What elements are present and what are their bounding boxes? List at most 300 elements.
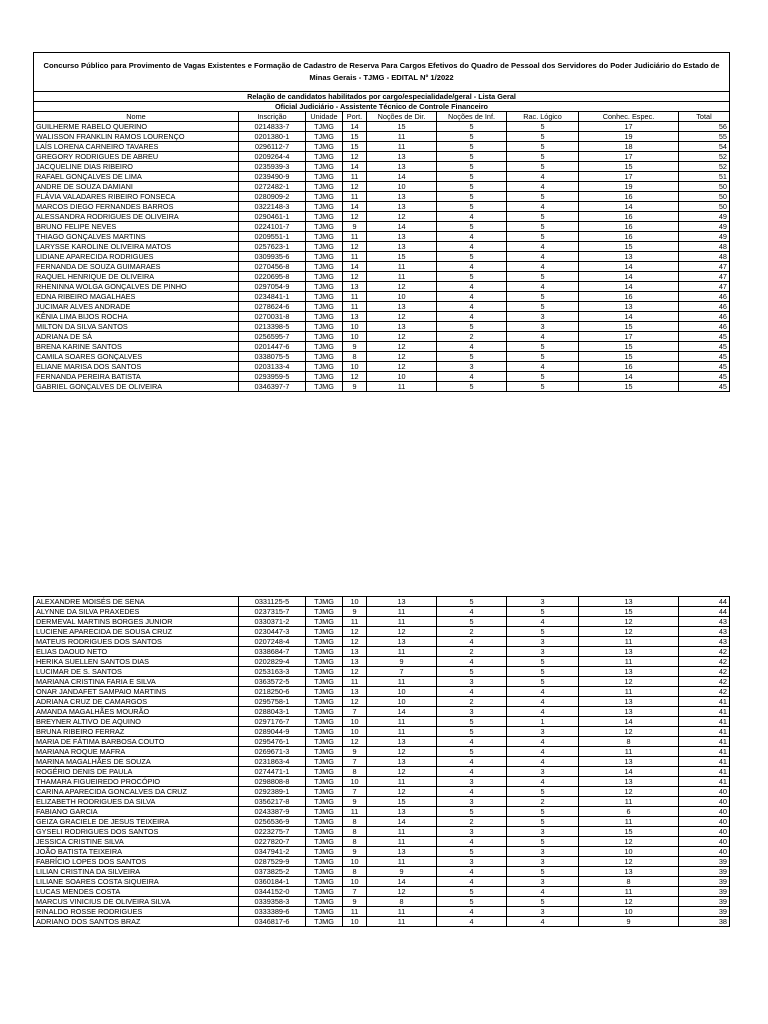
cell-rac-logico: 4 <box>507 917 579 927</box>
cell-unidade: TJMG <box>306 262 343 272</box>
cell-total: 39 <box>679 857 730 867</box>
cell-port: 15 <box>343 132 367 142</box>
cell-nome: MARCUS VINICIUS DE OLIVEIRA SILVA <box>34 897 239 907</box>
cell-nome: FERNANDA PEREIRA BATISTA <box>34 372 239 382</box>
cell-rac-logico: 4 <box>507 262 579 272</box>
cell-rac-logico: 5 <box>507 607 579 617</box>
cell-conhec-espec: 6 <box>579 807 679 817</box>
cell-inscricao: 0297176-7 <box>239 717 306 727</box>
cell-unidade: TJMG <box>306 212 343 222</box>
cell-conhec-espec: 10 <box>579 847 679 857</box>
cell-inscricao: 0331125-5 <box>239 597 306 607</box>
cell-nocoes-dir: 13 <box>367 192 437 202</box>
cell-nocoes-inf: 5 <box>437 597 507 607</box>
cell-conhec-espec: 17 <box>579 172 679 182</box>
cell-port: 14 <box>343 262 367 272</box>
cell-port: 15 <box>343 142 367 152</box>
cell-nocoes-dir: 12 <box>367 332 437 342</box>
cell-inscricao: 0207248-4 <box>239 637 306 647</box>
table-row <box>34 687 730 697</box>
cell-nocoes-inf: 5 <box>437 617 507 627</box>
cell-unidade: TJMG <box>306 312 343 322</box>
table-row <box>34 757 730 767</box>
cell-total: 49 <box>679 222 730 232</box>
cell-unidade: TJMG <box>306 757 343 767</box>
cell-port: 13 <box>343 282 367 292</box>
cell-conhec-espec: 14 <box>579 202 679 212</box>
cell-port: 13 <box>343 647 367 657</box>
cell-nome: MARCOS DIEGO FERNANDES BARROS <box>34 202 239 212</box>
cell-rac-logico: 4 <box>507 747 579 757</box>
cell-nocoes-dir: 11 <box>367 917 437 927</box>
cell-rac-logico: 5 <box>507 152 579 162</box>
cell-rac-logico: 5 <box>507 342 579 352</box>
cell-rac-logico: 3 <box>507 727 579 737</box>
cell-total: 40 <box>679 817 730 827</box>
cell-nome: RINALDO ROSSE RODRIGUES <box>34 907 239 917</box>
cell-inscricao: 0293959-5 <box>239 372 306 382</box>
cell-nocoes-inf: 4 <box>437 787 507 797</box>
cell-rac-logico: 3 <box>507 767 579 777</box>
cell-inscricao: 0346817-6 <box>239 917 306 927</box>
cell-nome: LILIANE SOARES COSTA SIQUEIRA <box>34 877 239 887</box>
cell-nome: FERNANDA DE SOUZA GUIMARAES <box>34 262 239 272</box>
cell-conhec-espec: 13 <box>579 697 679 707</box>
cell-unidade: TJMG <box>306 817 343 827</box>
table-row <box>34 252 730 262</box>
cell-rac-logico: 5 <box>507 192 579 202</box>
cell-nome: LAÍS LORENA CARNEIRO TAVARES <box>34 142 239 152</box>
cell-rac-logico: 4 <box>507 252 579 262</box>
cell-unidade: TJMG <box>306 152 343 162</box>
cell-nome: HERIKA SUELLEN SANTOS DIAS <box>34 657 239 667</box>
cell-rac-logico: 5 <box>507 657 579 667</box>
cell-nocoes-inf: 5 <box>437 887 507 897</box>
cell-nocoes-dir: 12 <box>367 747 437 757</box>
cell-port: 10 <box>343 322 367 332</box>
cell-nome: MARIANA ROQUE MAFRA <box>34 747 239 757</box>
cell-nocoes-dir: 14 <box>367 817 437 827</box>
table-row <box>34 877 730 887</box>
cell-port: 10 <box>343 857 367 867</box>
table-row <box>34 817 730 827</box>
table-row <box>34 372 730 382</box>
cell-port: 7 <box>343 757 367 767</box>
cell-port: 11 <box>343 677 367 687</box>
cell-nome: THAMARA FIGUEIREDO PROCÓPIO <box>34 777 239 787</box>
cell-port: 11 <box>343 807 367 817</box>
cell-unidade: TJMG <box>306 667 343 677</box>
cell-nocoes-inf: 5 <box>437 202 507 212</box>
cell-port: 11 <box>343 192 367 202</box>
cell-nocoes-inf: 2 <box>437 627 507 637</box>
cell-rac-logico: 4 <box>507 202 579 212</box>
table-row <box>34 857 730 867</box>
cell-port: 8 <box>343 837 367 847</box>
cell-rac-logico: 5 <box>507 867 579 877</box>
cell-nocoes-dir: 13 <box>367 637 437 647</box>
cell-total: 56 <box>679 122 730 132</box>
cell-port: 14 <box>343 202 367 212</box>
cell-nocoes-dir: 13 <box>367 757 437 767</box>
cell-unidade: TJMG <box>306 657 343 667</box>
cell-nocoes-dir: 11 <box>367 132 437 142</box>
cell-port: 12 <box>343 212 367 222</box>
table-row <box>34 847 730 857</box>
cell-inscricao: 0203133-4 <box>239 362 306 372</box>
cell-inscricao: 0290461-1 <box>239 212 306 222</box>
table-row <box>34 607 730 617</box>
cell-port: 7 <box>343 887 367 897</box>
cell-conhec-espec: 18 <box>579 142 679 152</box>
cell-nocoes-dir: 11 <box>367 617 437 627</box>
cell-unidade: TJMG <box>306 647 343 657</box>
cell-conhec-espec: 13 <box>579 252 679 262</box>
cell-conhec-espec: 12 <box>579 837 679 847</box>
cell-total: 48 <box>679 252 730 262</box>
cell-conhec-espec: 13 <box>579 302 679 312</box>
cell-nocoes-inf: 5 <box>437 132 507 142</box>
cell-rac-logico: 3 <box>507 827 579 837</box>
table-row <box>34 122 730 132</box>
cell-nocoes-dir: 12 <box>367 887 437 897</box>
cell-nocoes-inf: 4 <box>437 242 507 252</box>
cell-port: 9 <box>343 747 367 757</box>
cell-nome: LUCIMAR DE S. SANTOS <box>34 667 239 677</box>
cell-nocoes-inf: 2 <box>437 332 507 342</box>
cell-conhec-espec: 14 <box>579 272 679 282</box>
cell-total: 39 <box>679 887 730 897</box>
cell-nome: AMANDA MAGALHÃES MOURÃO <box>34 707 239 717</box>
cell-nocoes-dir: 11 <box>367 717 437 727</box>
cell-nocoes-inf: 5 <box>437 727 507 737</box>
cell-nocoes-dir: 11 <box>367 382 437 392</box>
cell-nocoes-dir: 12 <box>367 312 437 322</box>
cell-nocoes-dir: 15 <box>367 252 437 262</box>
cell-inscricao: 0298808-8 <box>239 777 306 787</box>
cell-total: 40 <box>679 847 730 857</box>
cell-rac-logico: 3 <box>507 647 579 657</box>
cell-total: 50 <box>679 192 730 202</box>
cell-nocoes-dir: 13 <box>367 597 437 607</box>
cell-inscricao: 0295476-1 <box>239 737 306 747</box>
cell-inscricao: 0243387-9 <box>239 807 306 817</box>
cell-conhec-espec: 15 <box>579 352 679 362</box>
cell-nocoes-dir: 11 <box>367 262 437 272</box>
cell-inscricao: 0295758-1 <box>239 697 306 707</box>
cell-unidade: TJMG <box>306 827 343 837</box>
cell-port: 8 <box>343 827 367 837</box>
cell-total: 50 <box>679 182 730 192</box>
cell-conhec-espec: 16 <box>579 192 679 202</box>
table-row <box>34 827 730 837</box>
cell-nocoes-inf: 4 <box>437 767 507 777</box>
cell-nocoes-inf: 5 <box>437 192 507 202</box>
cell-nocoes-inf: 5 <box>437 352 507 362</box>
cell-nocoes-dir: 10 <box>367 182 437 192</box>
col-nocoes-inf: Noções de Inf. <box>437 112 507 122</box>
cell-total: 39 <box>679 897 730 907</box>
cell-unidade: TJMG <box>306 352 343 362</box>
cell-nocoes-inf: 4 <box>437 607 507 617</box>
cell-rac-logico: 4 <box>507 777 579 787</box>
cell-conhec-espec: 14 <box>579 262 679 272</box>
cell-nome: BREYNER ALTIVO DE AQUINO <box>34 717 239 727</box>
cell-nocoes-inf: 5 <box>437 172 507 182</box>
cell-nocoes-dir: 15 <box>367 122 437 132</box>
cell-port: 12 <box>343 697 367 707</box>
cell-nocoes-dir: 14 <box>367 222 437 232</box>
table-row <box>34 867 730 877</box>
cell-unidade: TJMG <box>306 917 343 927</box>
cell-nome: ONAR JANDAFET SAMPAIO MARTINS <box>34 687 239 697</box>
cell-total: 49 <box>679 212 730 222</box>
cell-total: 47 <box>679 262 730 272</box>
cell-unidade: TJMG <box>306 857 343 867</box>
cell-conhec-espec: 11 <box>579 637 679 647</box>
cell-nocoes-dir: 13 <box>367 242 437 252</box>
cell-nocoes-inf: 4 <box>437 837 507 847</box>
cell-rac-logico: 5 <box>507 302 579 312</box>
cell-rac-logico: 5 <box>507 372 579 382</box>
cell-nome: MARIANA CRISTINA FARIA E SILVA <box>34 677 239 687</box>
cell-conhec-espec: 15 <box>579 607 679 617</box>
cell-nome: LILIAN CRISTINA DA SILVEIRA <box>34 867 239 877</box>
cell-unidade: TJMG <box>306 162 343 172</box>
cell-unidade: TJMG <box>306 122 343 132</box>
cell-nome: GYSELI RODRIGUES DOS SANTOS <box>34 827 239 837</box>
cell-nome: ELIANE MARISA DOS SANTOS <box>34 362 239 372</box>
cell-total: 44 <box>679 607 730 617</box>
cell-rac-logico: 3 <box>507 907 579 917</box>
list-subtitle: Relação de candidatos habilitados por cargo/especialidade/geral - Lista Geral <box>34 92 730 102</box>
cell-total: 43 <box>679 627 730 637</box>
cell-nocoes-dir: 15 <box>367 797 437 807</box>
cell-nocoes-dir: 13 <box>367 302 437 312</box>
cell-nocoes-dir: 14 <box>367 707 437 717</box>
cell-inscricao: 0274471-1 <box>239 767 306 777</box>
cell-port: 10 <box>343 727 367 737</box>
cell-conhec-espec: 9 <box>579 917 679 927</box>
cell-nocoes-dir: 10 <box>367 687 437 697</box>
cell-inscricao: 0344152-0 <box>239 887 306 897</box>
cell-conhec-espec: 13 <box>579 667 679 677</box>
cell-inscricao: 0239490-9 <box>239 172 306 182</box>
cell-conhec-espec: 12 <box>579 727 679 737</box>
cell-nocoes-inf: 4 <box>437 917 507 927</box>
cell-nocoes-dir: 12 <box>367 342 437 352</box>
cell-rac-logico: 4 <box>507 282 579 292</box>
cell-nocoes-dir: 10 <box>367 697 437 707</box>
cell-inscricao: 0214833-7 <box>239 122 306 132</box>
cell-inscricao: 0237315-7 <box>239 607 306 617</box>
cell-nocoes-inf: 4 <box>437 657 507 667</box>
cell-unidade: TJMG <box>306 807 343 817</box>
table-row <box>34 837 730 847</box>
cell-unidade: TJMG <box>306 252 343 262</box>
cell-total: 41 <box>679 737 730 747</box>
cell-unidade: TJMG <box>306 617 343 627</box>
cell-rac-logico: 4 <box>507 172 579 182</box>
cell-nocoes-dir: 12 <box>367 352 437 362</box>
cell-unidade: TJMG <box>306 707 343 717</box>
cell-conhec-espec: 10 <box>579 907 679 917</box>
cell-nocoes-inf: 5 <box>437 152 507 162</box>
cell-conhec-espec: 12 <box>579 857 679 867</box>
cell-port: 14 <box>343 122 367 132</box>
table-row <box>34 272 730 282</box>
cell-conhec-espec: 11 <box>579 797 679 807</box>
cell-nocoes-inf: 3 <box>437 707 507 717</box>
cell-rac-logico: 3 <box>507 637 579 647</box>
cell-rac-logico: 4 <box>507 737 579 747</box>
cell-nocoes-inf: 4 <box>437 687 507 697</box>
cell-conhec-espec: 11 <box>579 657 679 667</box>
cell-nome: BRUNA RIBEIRO FERRAZ <box>34 727 239 737</box>
cell-nocoes-inf: 5 <box>437 162 507 172</box>
table-row <box>34 597 730 607</box>
cell-inscricao: 0289044-9 <box>239 727 306 737</box>
cell-port: 7 <box>343 707 367 717</box>
cell-port: 7 <box>343 787 367 797</box>
cell-inscricao: 0257623-1 <box>239 242 306 252</box>
cell-inscricao: 0288043-1 <box>239 707 306 717</box>
cell-nome: JUCIMAR ALVES ANDRADE <box>34 302 239 312</box>
cell-nome: ROGÉRIO DENIS DE PAULA <box>34 767 239 777</box>
cell-rac-logico: 4 <box>507 887 579 897</box>
cell-nome: BRUNO FELIPE NEVES <box>34 222 239 232</box>
cell-port: 10 <box>343 597 367 607</box>
cell-inscricao: 0278624-6 <box>239 302 306 312</box>
cell-nocoes-dir: 13 <box>367 162 437 172</box>
cell-rac-logico: 5 <box>507 667 579 677</box>
cell-nome: GEIZA GRACIELE DE JESUS TEIXEIRA <box>34 817 239 827</box>
cell-nocoes-inf: 5 <box>437 322 507 332</box>
cell-nocoes-inf: 4 <box>437 737 507 747</box>
cell-total: 43 <box>679 637 730 647</box>
cell-total: 45 <box>679 332 730 342</box>
cell-rac-logico: 3 <box>507 847 579 857</box>
cell-conhec-espec: 17 <box>579 332 679 342</box>
cell-port: 10 <box>343 917 367 927</box>
cell-total: 52 <box>679 162 730 172</box>
cell-nocoes-dir: 11 <box>367 677 437 687</box>
cell-rac-logico: 5 <box>507 627 579 637</box>
cell-nocoes-dir: 12 <box>367 362 437 372</box>
cell-nocoes-dir: 14 <box>367 172 437 182</box>
cell-nocoes-inf: 5 <box>437 222 507 232</box>
cell-inscricao: 0356217-8 <box>239 797 306 807</box>
cell-conhec-espec: 16 <box>579 232 679 242</box>
cell-inscricao: 0269671-3 <box>239 747 306 757</box>
table-row <box>34 382 730 392</box>
table-row <box>34 192 730 202</box>
cell-nocoes-dir: 13 <box>367 737 437 747</box>
cell-nome: RAFAEL GONÇALVES DE LIMA <box>34 172 239 182</box>
cell-nocoes-inf: 4 <box>437 312 507 322</box>
cell-total: 45 <box>679 342 730 352</box>
cell-port: 8 <box>343 767 367 777</box>
cell-nocoes-inf: 4 <box>437 262 507 272</box>
table-row <box>34 767 730 777</box>
cell-total: 46 <box>679 302 730 312</box>
cell-total: 41 <box>679 717 730 727</box>
cell-rac-logico: 5 <box>507 382 579 392</box>
cell-nome: ADRIANA DE SÁ <box>34 332 239 342</box>
cell-total: 49 <box>679 232 730 242</box>
cell-nome: MARIA DE FÁTIMA BARBOSA COUTO <box>34 737 239 747</box>
cell-nome: GREGORY RODRIGUES DE ABREU <box>34 152 239 162</box>
table-row <box>34 737 730 747</box>
cell-nocoes-dir: 14 <box>367 877 437 887</box>
cell-unidade: TJMG <box>306 272 343 282</box>
cell-conhec-espec: 16 <box>579 222 679 232</box>
cell-inscricao: 0287529-9 <box>239 857 306 867</box>
table-row <box>34 777 730 787</box>
cell-total: 41 <box>679 707 730 717</box>
cell-total: 40 <box>679 827 730 837</box>
cell-port: 10 <box>343 362 367 372</box>
cell-nome: ADRIANO DOS SANTOS BRAZ <box>34 917 239 927</box>
cell-inscricao: 0333389-6 <box>239 907 306 917</box>
table-row <box>34 917 730 927</box>
cell-port: 12 <box>343 737 367 747</box>
cell-port: 10 <box>343 777 367 787</box>
cell-conhec-espec: 13 <box>579 777 679 787</box>
cell-unidade: TJMG <box>306 777 343 787</box>
cell-total: 41 <box>679 767 730 777</box>
cell-conhec-espec: 13 <box>579 867 679 877</box>
cell-nocoes-dir: 11 <box>367 837 437 847</box>
cell-total: 40 <box>679 837 730 847</box>
cell-unidade: TJMG <box>306 797 343 807</box>
table-row <box>34 172 730 182</box>
cell-total: 38 <box>679 917 730 927</box>
cell-rac-logico: 5 <box>507 807 579 817</box>
cell-inscricao: 0322148-3 <box>239 202 306 212</box>
cell-total: 39 <box>679 907 730 917</box>
table-row <box>34 677 730 687</box>
cell-nocoes-inf: 3 <box>437 857 507 867</box>
cell-port: 12 <box>343 242 367 252</box>
cell-conhec-espec: 13 <box>579 597 679 607</box>
cell-inscricao: 0202829-4 <box>239 657 306 667</box>
cell-inscricao: 0227820-7 <box>239 837 306 847</box>
cell-nocoes-dir: 13 <box>367 202 437 212</box>
cell-total: 48 <box>679 242 730 252</box>
cell-nome: JESSICA CRISTINE SILVA <box>34 837 239 847</box>
cell-conhec-espec: 12 <box>579 627 679 637</box>
cell-nome: ELIAS DAOUD NETO <box>34 647 239 657</box>
cell-inscricao: 0209264-4 <box>239 152 306 162</box>
cell-nocoes-dir: 13 <box>367 232 437 242</box>
cell-inscricao: 0213398-5 <box>239 322 306 332</box>
cell-total: 47 <box>679 282 730 292</box>
cell-port: 12 <box>343 182 367 192</box>
column-header-row <box>34 112 730 122</box>
cell-nocoes-inf: 5 <box>437 252 507 262</box>
cell-total: 52 <box>679 152 730 162</box>
cell-nocoes-inf: 5 <box>437 272 507 282</box>
table-row <box>34 182 730 192</box>
cell-nocoes-inf: 5 <box>437 182 507 192</box>
cell-rac-logico: 5 <box>507 212 579 222</box>
cell-conhec-espec: 12 <box>579 787 679 797</box>
cell-nocoes-dir: 8 <box>367 897 437 907</box>
cell-total: 41 <box>679 697 730 707</box>
cell-inscricao: 0235939-3 <box>239 162 306 172</box>
cell-unidade: TJMG <box>306 637 343 647</box>
